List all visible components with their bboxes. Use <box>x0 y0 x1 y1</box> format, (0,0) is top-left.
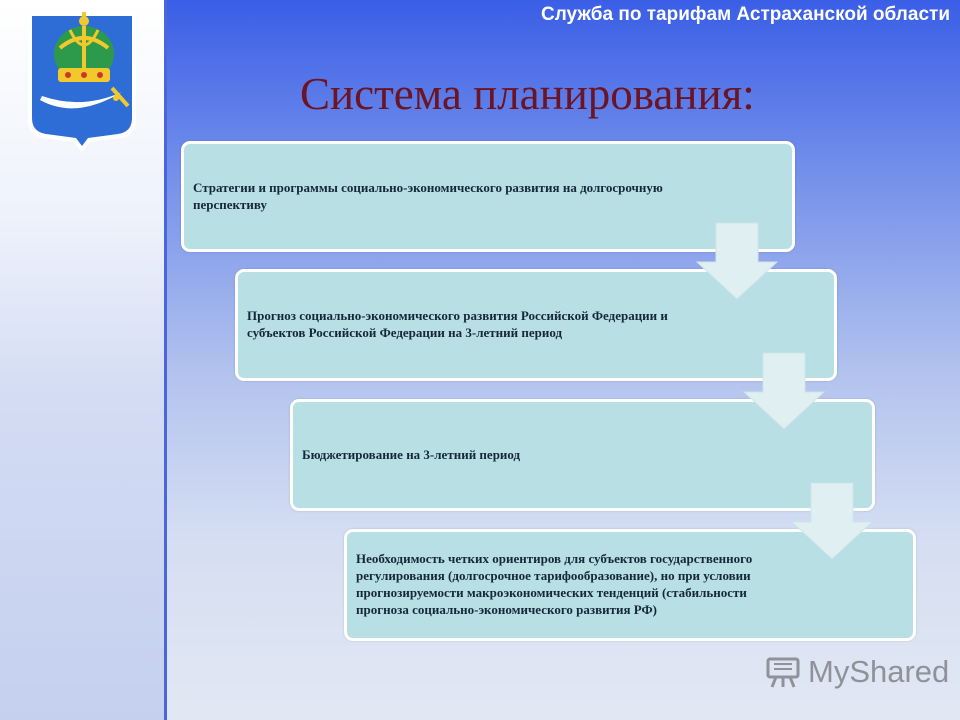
coat-of-arms-icon <box>24 8 140 154</box>
step-text-1: Стратегии и программы социально-экономического развития на долгосрочную перспективу <box>193 179 663 212</box>
page-title: Система планирования: <box>300 69 755 119</box>
arrow-down-icon <box>742 352 826 430</box>
organization-name: Служба по тарифам Астраханской области <box>540 4 950 25</box>
step-text-4: Необходимость четких ориентиров для субъектов государственного регулирования (долгосрочное тарифообразование), но при условии прогнозируемости макроэкономических тенденций (стабильности прогноза социально-экономического развития РФ) <box>356 551 753 617</box>
myshared-logo-icon <box>766 655 802 689</box>
step-text-3: Бюджетирование на 3-летний период <box>302 446 521 462</box>
myshared-logo <box>766 654 949 690</box>
arrow-down-icon <box>790 482 874 560</box>
arrow-down-icon <box>695 222 779 300</box>
step-text-2: Прогноз социально-экономического развития Российской Федерации и субъектов Российской Федерации на 3-летний период <box>247 308 668 340</box>
left-panel-divider <box>164 0 167 720</box>
watermark-text: MyShared <box>808 654 950 689</box>
